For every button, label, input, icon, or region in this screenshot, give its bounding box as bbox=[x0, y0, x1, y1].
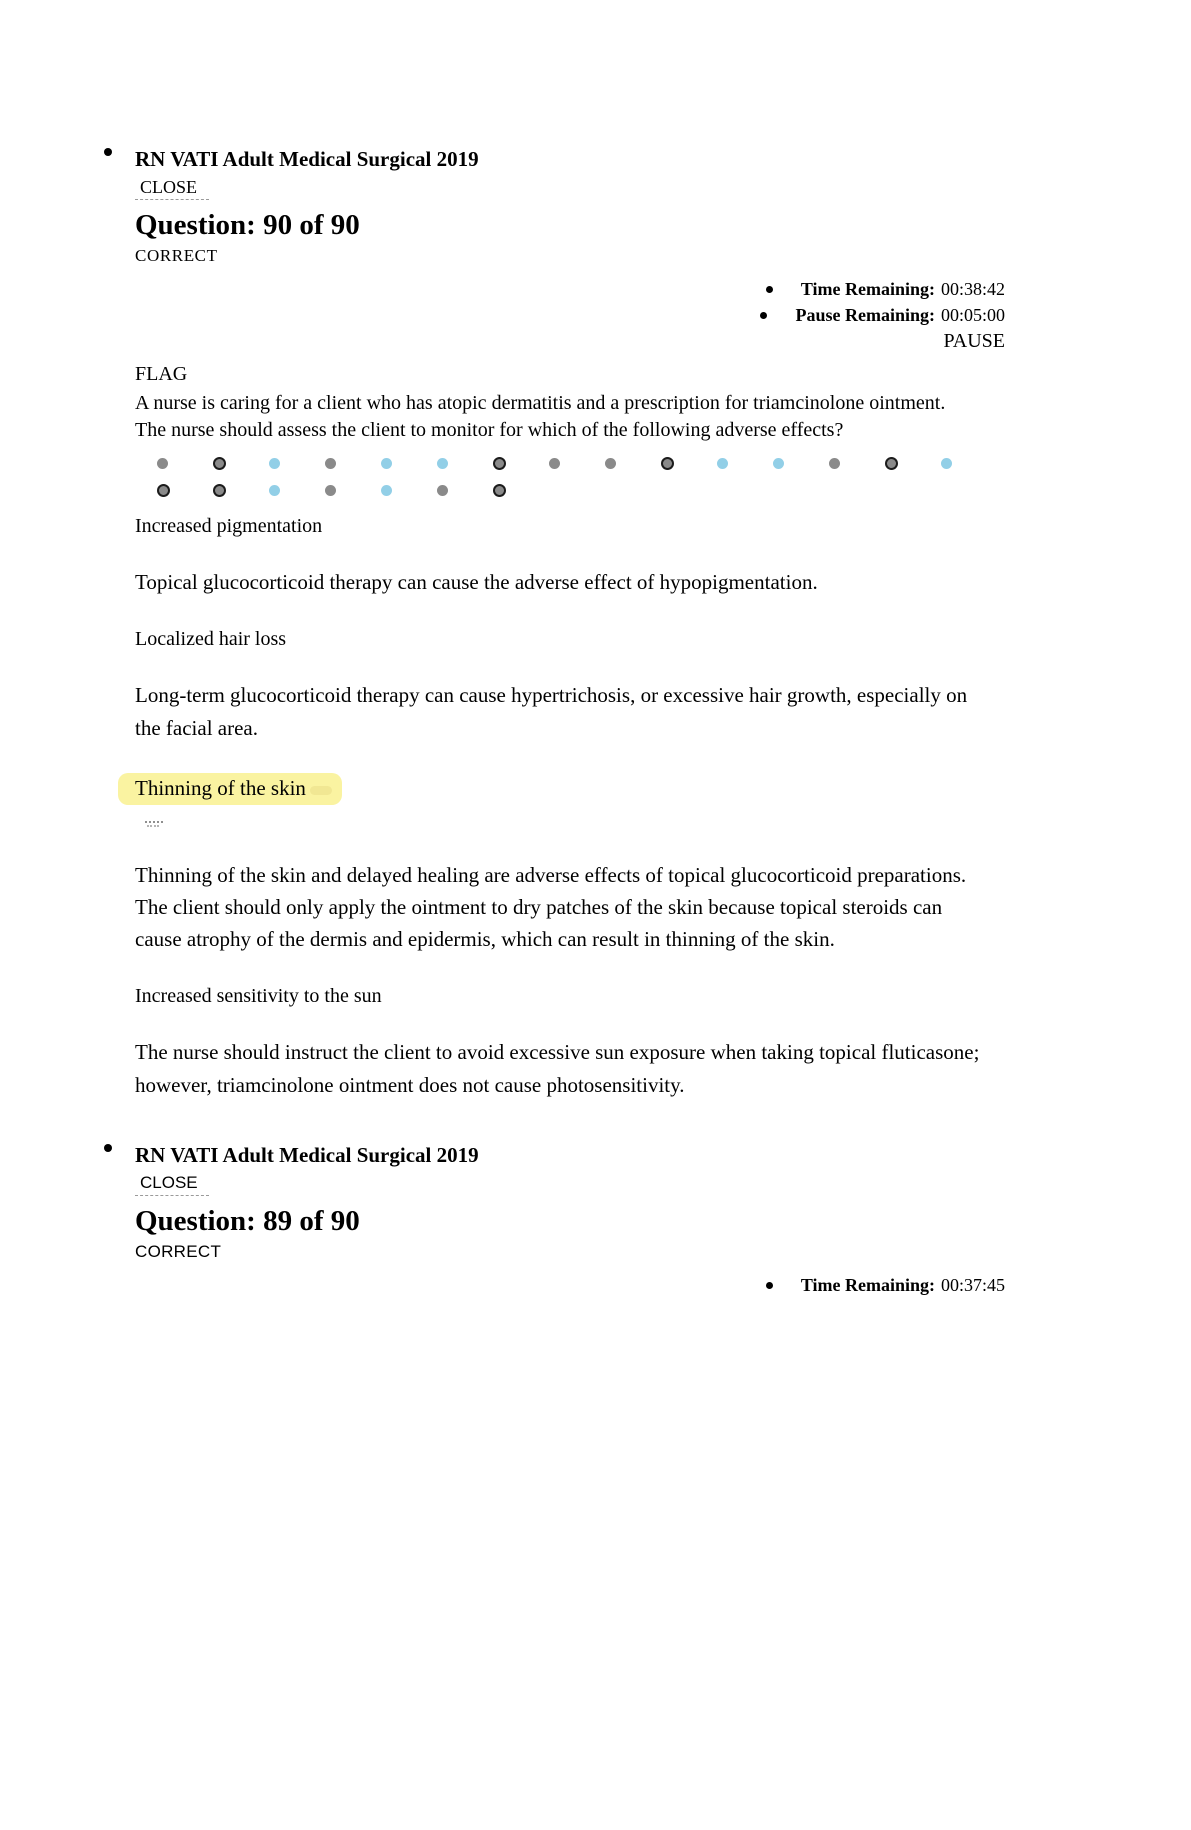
nav-dot-ring[interactable] bbox=[885, 457, 898, 470]
option-increased-pigmentation: Increased pigmentation bbox=[135, 515, 323, 537]
list-bullet-icon bbox=[104, 148, 112, 156]
nav-dot-gray[interactable] bbox=[605, 458, 616, 469]
bullet-icon bbox=[760, 312, 767, 319]
question-text: A nurse is caring for a client who has atopic dermatitis and a prescription for triamcinolone ointment. The nurse should assess the client to monitor for which of the following adverse effects? bbox=[135, 392, 946, 441]
nav-dot-gray[interactable] bbox=[829, 458, 840, 469]
pause-remaining-label: Pause Remaining: bbox=[795, 305, 935, 325]
nav-dot-blue[interactable] bbox=[717, 458, 728, 469]
close-button[interactable]: CLOSE bbox=[140, 177, 198, 197]
exam-title: RN VATI Adult Medical Surgical 2019 bbox=[135, 147, 479, 171]
collapsed-text-artifact bbox=[145, 821, 165, 827]
nav-dot-gray[interactable] bbox=[157, 458, 168, 469]
close-underline-decoration bbox=[135, 1195, 209, 1196]
rationale-increased-pigmentation: Topical glucocorticoid therapy can cause the adverse effect of hypopigmentation. bbox=[135, 570, 818, 594]
pause-button[interactable]: PAUSE bbox=[943, 330, 1005, 352]
nav-dot-ring[interactable] bbox=[157, 484, 170, 497]
rationale-localized-hair-loss: Long-term glucocorticoid therapy can cause hypertrichosis, or excessive hair growth, especially on the facial area. bbox=[135, 683, 968, 740]
pause-row bbox=[135, 328, 1005, 355]
correct-answer-row bbox=[135, 773, 1005, 805]
nav-dot-blue[interactable] bbox=[381, 485, 392, 496]
question-90-card bbox=[135, 146, 1005, 1102]
nav-dot-ring[interactable] bbox=[213, 457, 226, 470]
nav-dot-ring[interactable] bbox=[213, 484, 226, 497]
question-89-card bbox=[135, 1142, 1005, 1298]
question-navigator-row-1 bbox=[135, 450, 1005, 477]
nav-dot-blue[interactable] bbox=[437, 458, 448, 469]
time-remaining-value: 00:37:45 bbox=[940, 1275, 1005, 1295]
timers-block bbox=[135, 1272, 1005, 1298]
nav-dot-blue[interactable] bbox=[269, 458, 280, 469]
nav-dot-blue[interactable] bbox=[773, 458, 784, 469]
rationale-thinning-of-the-skin: Thinning of the skin and delayed healing are adverse effects of topical glucocorticoid preparations. The client should only apply the ointment to dry patches of the skin because topical steroids can cause atrophy of the dermis and epidermis, which can result in thinning of the skin. bbox=[135, 863, 967, 951]
option-thinning-of-the-skin-highlighted: Thinning of the skin bbox=[118, 773, 342, 805]
time-remaining-row bbox=[135, 1272, 1005, 1298]
flag-button[interactable]: FLAG bbox=[135, 363, 188, 385]
pause-remaining-value: 00:05:00 bbox=[940, 305, 1005, 325]
nav-dot-gray[interactable] bbox=[325, 458, 336, 469]
nav-dot-gray[interactable] bbox=[325, 485, 336, 496]
nav-dot-blue[interactable] bbox=[941, 458, 952, 469]
time-remaining-label: Time Remaining: bbox=[800, 1275, 935, 1295]
option-increased-sun-sensitivity: Increased sensitivity to the sun bbox=[135, 985, 382, 1007]
nav-dot-gray[interactable] bbox=[437, 485, 448, 496]
rationale-increased-sun-sensitivity: The nurse should instruct the client to avoid excessive sun exposure when taking topical fluticasone; however, triamcinolone ointment does not cause photosensitivity. bbox=[135, 1040, 980, 1097]
timers-block bbox=[135, 276, 1005, 355]
time-remaining-row bbox=[135, 276, 1005, 302]
time-remaining-label: Time Remaining: bbox=[800, 279, 935, 299]
nav-dot-blue[interactable] bbox=[269, 485, 280, 496]
time-remaining-value: 00:38:42 bbox=[940, 279, 1005, 299]
nav-dot-gray[interactable] bbox=[549, 458, 560, 469]
list-bullet-icon bbox=[104, 1144, 112, 1152]
status-badge: CORRECT bbox=[135, 1242, 222, 1261]
pause-remaining-row bbox=[135, 302, 1005, 328]
question-number-heading: Question: 89 of 90 bbox=[135, 1205, 360, 1237]
close-button[interactable]: CLOSE bbox=[140, 1173, 198, 1192]
option-localized-hair-loss: Localized hair loss bbox=[135, 628, 287, 650]
question-number-heading: Question: 90 of 90 bbox=[135, 209, 360, 241]
question-navigator-row-2 bbox=[135, 477, 1005, 504]
nav-dot-ring[interactable] bbox=[493, 457, 506, 470]
status-badge: CORRECT bbox=[135, 246, 218, 265]
nav-dot-ring[interactable] bbox=[661, 457, 674, 470]
exam-title: RN VATI Adult Medical Surgical 2019 bbox=[135, 1143, 479, 1167]
bullet-icon bbox=[766, 1282, 773, 1289]
bullet-icon bbox=[766, 286, 773, 293]
nav-dot-blue[interactable] bbox=[381, 458, 392, 469]
close-underline-decoration bbox=[135, 199, 209, 200]
nav-dot-ring[interactable] bbox=[493, 484, 506, 497]
exam-review-page bbox=[0, 146, 1191, 1830]
